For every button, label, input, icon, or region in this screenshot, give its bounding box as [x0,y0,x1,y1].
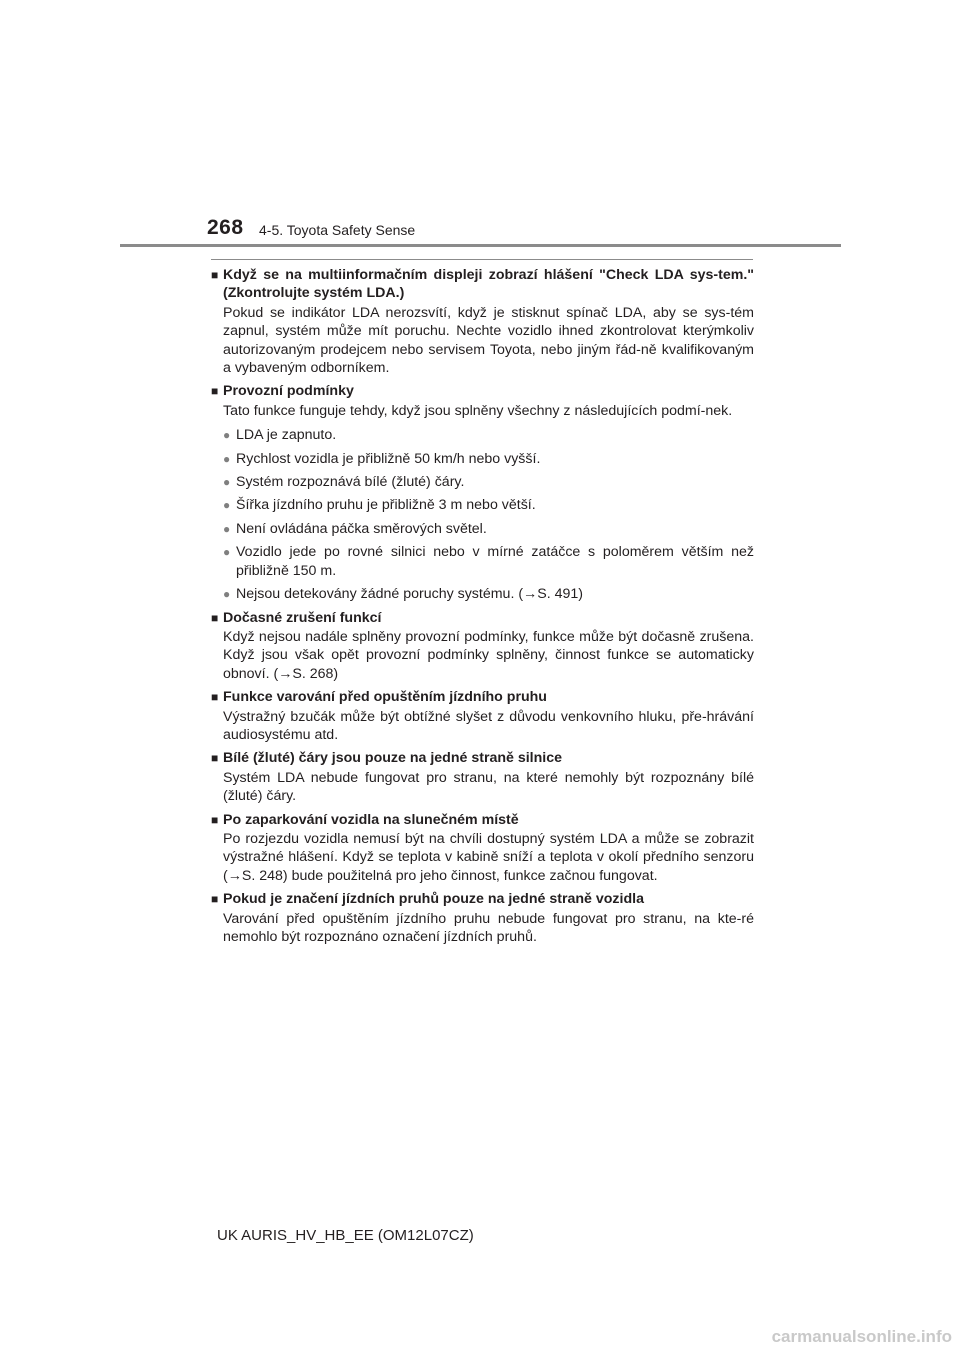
entry-operating-conditions [211,382,754,603]
condition-item: ● Není ovládána páčka směrových světel. [223,520,487,537]
condition-item: ● Nejsou detekovány žádné poruchy systému. (→S. 491) [223,586,583,603]
entry-body: Po rozjezdu vozidla nemusí být na chvíli dostupný systém LDA a může se zobrazit výstražné hlášení. Když se teplota v kabině sníží a teplota v okolí předního senzoru (→S. 248) bude použitelná pro jeho činnost, funkce začnou fungovat. [223,830,754,884]
circle-bullet-icon: ● [223,498,231,513]
condition-list [211,426,754,603]
circle-bullet-icon: ● [223,451,231,466]
entry-heading [211,688,754,706]
entry-lines-one-side-road [211,749,754,805]
condition-item: ● Systém rozpoznává bílé (žluté) čáry. [223,474,465,491]
entry-heading [211,890,754,908]
page-number: 268 [207,216,244,239]
circle-bullet-icon: ● [223,545,231,560]
circle-bullet-icon: ● [223,587,231,602]
entry-body: Systém LDA nebude fungovat pro stranu, na které nemohly být rozpoznány bílé (žluté) čáry. [223,769,754,805]
square-bullet-icon: ■ [211,751,219,766]
entry-heading-text: Když se na multiinformačním displeji zobrazí hlášení "Check LDA sys-tem." (Zkontrolujte systém LDA.) [223,267,754,302]
entry-body: Když nejsou nadále splněny provozní podmínky, funkce může být dočasně zrušena. Když jsou však opět provozní podmínky splněny, činnost funkce se automaticky obnoví. (→S. 268) [223,628,754,682]
entry-heading-text: Funkce varování před opuštěním jízdního pruhu [223,689,547,706]
condition-item: ● Rychlost vozidla je přibližně 50 km/h nebo vyšší. [223,450,541,467]
entry-heading-text: Dočasné zrušení funkcí [223,609,382,626]
watermark: carmanualsonline.info [771,1327,952,1346]
square-bullet-icon: ■ [211,892,219,907]
header-rule [120,244,841,247]
entry-body: Pokud se indikátor LDA nerozsvítí, když je stisknut spínač LDA, aby se sys-tém zapnul, systém může mít poruchu. Nechte vozidlo ihned zkontrolovat kterýmkoliv autorizovaným prodejcem nebo servisem Toyota, nebo jiným řád-ně kvalifikovaným a vybaveným odborníkem. [223,304,754,377]
square-bullet-icon: ■ [211,384,219,399]
entry-check-lda [211,266,754,377]
entry-lane-departure-warning [211,688,754,744]
entry-heading-text: Bílé (žluté) čáry jsou pouze na jedné straně silnice [223,750,563,767]
entry-heading [211,811,754,829]
entry-heading-text: Pokud je značení jízdních pruhů pouze na jedné straně vozidla [223,891,644,908]
footer-model-code: UK AURIS_HV_HB_EE (OM12L07CZ) [217,1227,474,1244]
section-title: 4-5. Toyota Safety Sense [259,222,416,238]
entry-body: Varování před opuštěním jízdního pruhu nebude fungovat pro stranu, na kte-ré nemohlo být rozpoznáno označení jízdních pruhů. [223,910,754,945]
entry-heading [211,609,754,627]
circle-bullet-icon: ● [223,428,231,443]
condition-item: ● Šířka jízdního pruhu je přibližně 3 m nebo větší. [223,497,536,514]
entry-markings-one-side-vehicle [211,890,754,946]
content-top-rule [211,259,753,260]
content [211,266,754,951]
entry-heading [211,749,754,767]
entry-body: Výstražný bzučák může být obtížné slyšet z důvodu venkovního hluku, pře-hrávání audiosystému atd. [223,708,754,743]
circle-bullet-icon: ● [223,475,231,490]
condition-item: ● Vozidlo jede po rovné silnici nebo v mírné zatáčce s poloměrem větším než přibližně 150 m. [223,544,754,579]
square-bullet-icon: ■ [211,610,219,625]
square-bullet-icon: ■ [211,690,219,705]
entry-temporary-cancel [211,609,754,684]
condition-item: ● LDA je zapnuto. [223,427,337,444]
entry-sunny-parking [211,811,754,886]
entry-heading-text: Po zaparkování vozidla na slunečném místě [223,811,519,828]
square-bullet-icon: ■ [211,268,219,282]
entry-heading-text: Provozní podmínky [223,383,354,400]
entry-heading [211,266,754,303]
circle-bullet-icon: ● [223,521,231,536]
entry-body: Tato funkce funguje tehdy, když jsou splněny všechny z následujících podmí-nek. [223,402,733,419]
entry-heading [211,382,754,400]
square-bullet-icon: ■ [211,812,219,827]
